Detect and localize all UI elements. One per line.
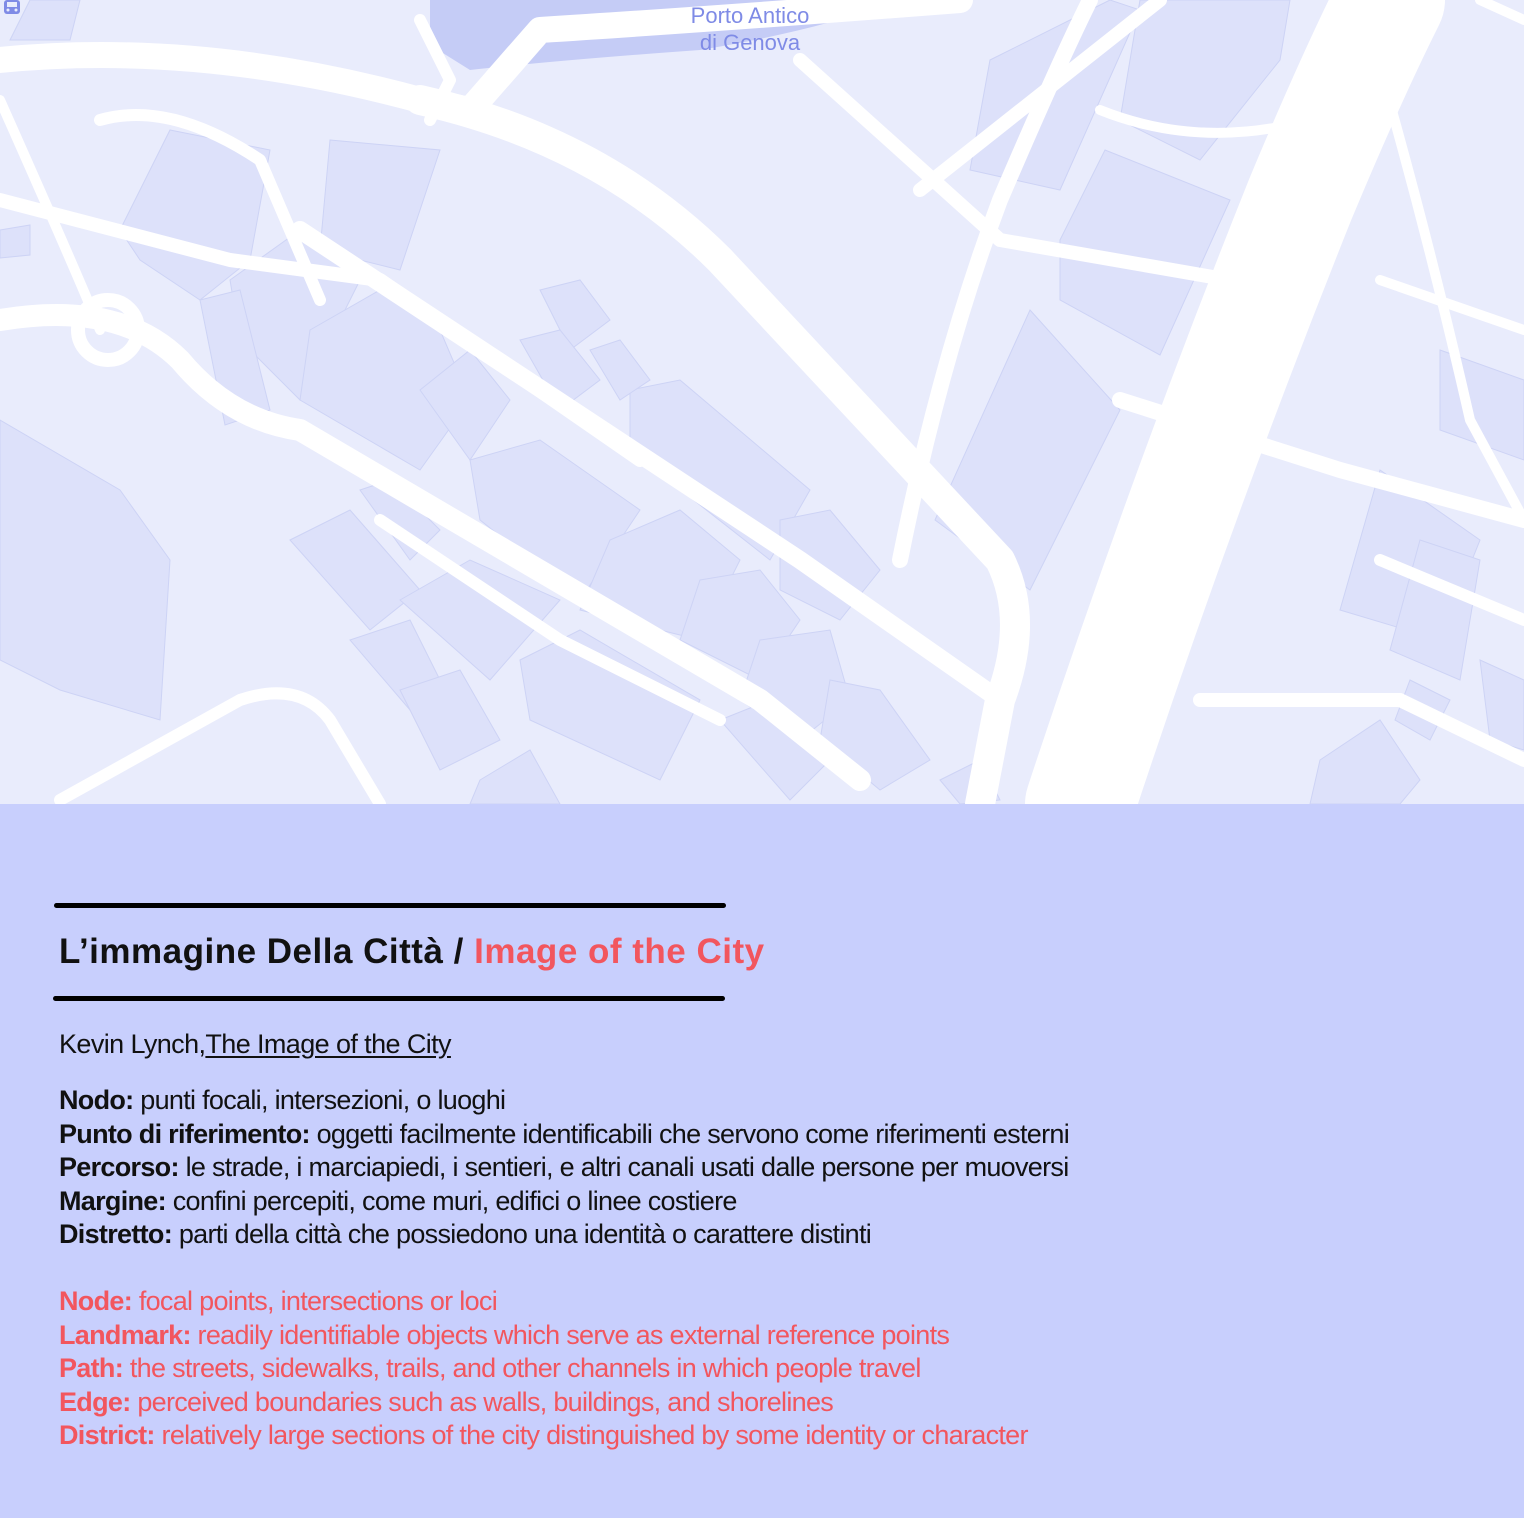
title-rule-bottom: [53, 996, 725, 1001]
definition-term: Margine:: [59, 1185, 166, 1216]
definitions-english: [59, 1285, 1028, 1453]
definition-term: District:: [59, 1420, 155, 1451]
definition-item: [59, 1218, 1069, 1252]
definition-text: le strade, i marciapiedi, i sentieri, e altri canali usati dalle persone per muoversi: [185, 1152, 1069, 1183]
definition-term: Punto di riferimento:: [59, 1118, 310, 1149]
map-place-label[interactable]: Porto Antico di Genova: [690, 3, 810, 55]
definition-text: relatively large sections of the city distinguished by some identity or character: [161, 1420, 1028, 1451]
title-english: Image of the City: [474, 932, 765, 971]
definition-text: confini percepiti, come muri, edifici o linee costiere: [172, 1185, 737, 1216]
definition-item: [59, 1118, 1069, 1152]
definition-term: Landmark:: [59, 1319, 191, 1350]
definition-text: perceived boundaries such as walls, buildings, and shorelines: [137, 1386, 834, 1417]
title-italian: L’immagine Della Città /: [59, 932, 464, 971]
definitions-italian: [59, 1084, 1069, 1252]
definition-term: Node:: [59, 1286, 132, 1316]
definition-item: [59, 1151, 1069, 1185]
definition-term: Percorso:: [59, 1152, 179, 1183]
definition-item: [59, 1084, 1069, 1118]
text-panel: [0, 804, 1524, 1518]
definition-text: readily identifiable objects which serve as external reference points: [197, 1319, 950, 1350]
page-title: [59, 932, 765, 972]
definition-item: [59, 1285, 1028, 1319]
definition-term: Nodo:: [59, 1085, 134, 1115]
citation-book-link[interactable]: The Image of the City: [205, 1029, 451, 1059]
definition-text: punti focali, intersezioni, o luoghi: [140, 1085, 506, 1115]
definition-item: [59, 1185, 1069, 1219]
citation: [59, 1029, 451, 1060]
citation-author: Kevin Lynch,: [59, 1029, 206, 1059]
bus-stop-icon[interactable]: [0, 0, 24, 16]
definition-term: Path:: [59, 1353, 124, 1384]
title-rule-top: [54, 903, 726, 908]
definition-item: [59, 1386, 1028, 1420]
definition-item: [59, 1419, 1028, 1453]
definition-item: [59, 1319, 1028, 1353]
definition-text: focal points, intersections or loci: [138, 1286, 497, 1316]
definition-term: Distretto:: [59, 1219, 172, 1250]
definition-item: [59, 1352, 1028, 1386]
definition-text: oggetti facilmente identificabili che servono come riferimenti esterni: [316, 1118, 1069, 1149]
definition-term: Edge:: [59, 1386, 131, 1417]
definition-text: parti della città che possiedono una identità o carattere distinti: [178, 1219, 872, 1250]
definition-text: the streets, sidewalks, trails, and other channels in which people travel: [129, 1353, 921, 1384]
